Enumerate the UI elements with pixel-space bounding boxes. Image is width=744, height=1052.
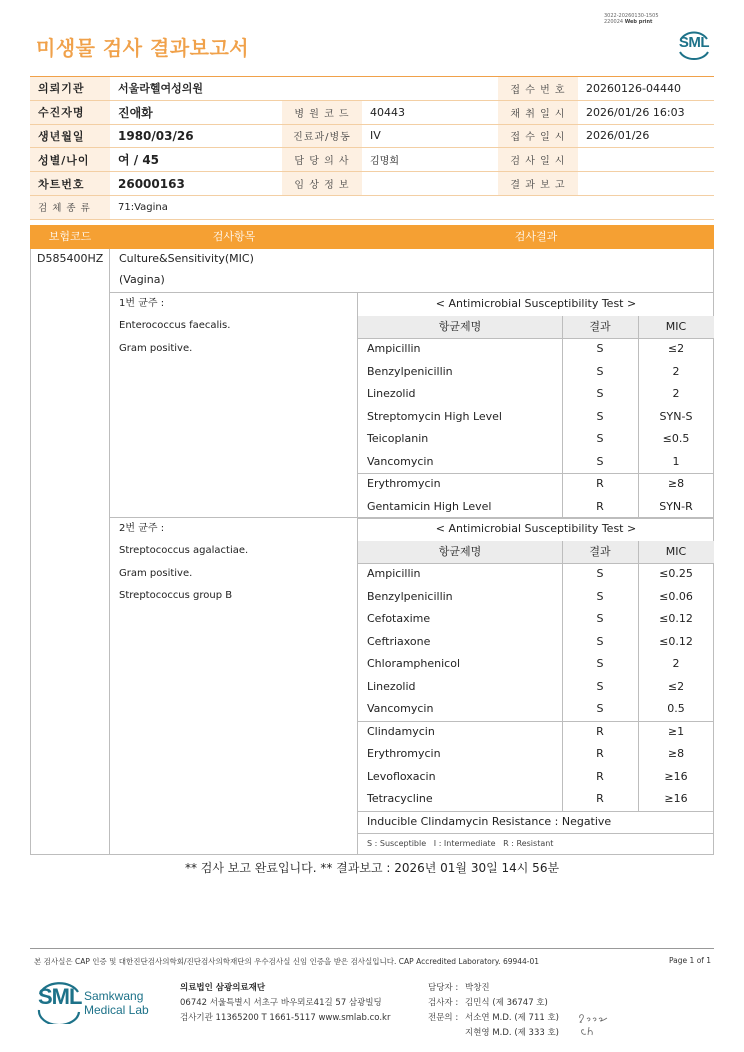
susceptibility-result: R — [596, 769, 604, 783]
birth-date: 1980/03/26 — [110, 124, 282, 148]
antibiotic-name: Linezolid — [367, 387, 416, 400]
header-test-result: 검사결과 — [514, 230, 558, 243]
antibiotic-name: Linezolid — [367, 679, 416, 693]
chart-number: 26000163 — [110, 172, 282, 196]
info-label: 접 수 번 호 — [498, 77, 578, 101]
susceptibility-result: S — [596, 432, 604, 445]
staff-role — [428, 1026, 465, 1041]
info-row — [30, 124, 714, 148]
logo-name-line2: Medical Lab — [84, 1003, 149, 1017]
antibiotic-name: Cefotaxime — [367, 612, 431, 625]
antibiotic-name: Vancomycin — [367, 702, 434, 715]
info-label: 채 취 일 시 — [498, 100, 578, 124]
susceptibility-result: S — [596, 634, 604, 648]
ast-column-divider — [638, 541, 639, 811]
susceptibility-result: S — [596, 679, 604, 693]
corporation-address: 06742 서울특별시 서초구 바우뫼로41길 57 삼광빌딩 — [180, 998, 382, 1008]
cap-accreditation-note: 본 검사실은 CAP 인증 및 대한진단검사의학회/진단검사의학재단의 우수검사실 신임 인증을 받은 검사실입니다. CAP Accredited Laboratory. 69944-01 — [34, 957, 540, 966]
test-specimen: (Vagina) — [119, 273, 165, 286]
staff-row — [428, 1011, 559, 1026]
clinical-info — [362, 172, 498, 196]
mic-value: ≤2 — [667, 679, 685, 693]
antibiotic-name: Teicoplanin — [367, 432, 429, 445]
handwritten-signature — [576, 1010, 610, 1038]
ast-col-result: 결과 — [562, 316, 638, 339]
susceptibility-result: S — [596, 589, 604, 603]
sml-logo — [676, 28, 712, 62]
info-label: 접 수 일 시 — [498, 124, 578, 148]
insurance-code: D585400HZ — [37, 252, 104, 265]
info-label: 성별/나이 — [30, 148, 110, 172]
ast-column-divider — [562, 316, 563, 519]
info-row — [30, 148, 714, 172]
susceptibility-result: R — [596, 499, 604, 513]
info-row — [30, 172, 714, 196]
receipt-number: 20260126-04440 — [578, 77, 714, 101]
info-label: 임 상 정 보 — [282, 172, 362, 196]
susceptibility-result: S — [596, 567, 604, 580]
organism2-gram: Gram positive. — [119, 568, 193, 579]
staff-role: 검사자 : — [428, 998, 459, 1008]
antibiotic-name: Benzylpenicillin — [367, 589, 453, 603]
susceptibility-result: S — [596, 454, 604, 468]
mic-value: 2 — [672, 364, 680, 378]
ast-title: < Antimicrobial Susceptibility Test > — [435, 297, 637, 310]
info-label: 진료과/병동 — [282, 124, 362, 148]
result-report — [578, 172, 714, 196]
organism1-heading: 1번 균주 : — [119, 298, 165, 309]
ast-title: < Antimicrobial Susceptibility Test > — [435, 522, 637, 535]
logo-word: SML — [678, 34, 710, 51]
mic-value: ≤0.5 — [662, 432, 690, 445]
mic-value: 0.5 — [667, 702, 685, 715]
inducible-clindamycin-resistance: Inducible Clindamycin Resistance : Negative — [367, 814, 612, 828]
mic-value: ≥16 — [664, 792, 688, 805]
logo-word: SML — [38, 984, 82, 1009]
antibiotic-name: Ampicillin — [367, 567, 421, 580]
ast-column-divider — [562, 541, 563, 811]
patient-info-table — [30, 76, 714, 220]
ast-column-divider — [638, 316, 639, 519]
receipt-datetime: 2026/01/26 — [578, 124, 714, 148]
hospital-code: 40443 — [362, 100, 498, 124]
header-insurance-code: 보험코드 — [48, 230, 92, 243]
organism2-heading: 2번 균주 : — [119, 523, 165, 534]
samkwang-logo — [36, 980, 166, 1024]
susceptibility-result: S — [596, 612, 604, 625]
info-label: 검 체 종 류 — [30, 195, 110, 219]
mic-value: ≥16 — [664, 769, 688, 783]
staff-row — [428, 1026, 559, 1041]
staff-list — [428, 981, 559, 1041]
organism2-group: Streptococcus group B — [119, 590, 233, 601]
info-label: 담 당 의 사 — [282, 148, 362, 172]
susceptibility-result: S — [596, 387, 604, 400]
antibiotic-name: Benzylpenicillin — [367, 364, 453, 378]
corporation-contact: 검사기관 11365200 T 1661-5117 www.smlab.co.kr — [180, 1013, 391, 1023]
ast-col-result: 결과 — [562, 541, 638, 564]
antibiotic-name: Gentamicin High Level — [367, 499, 492, 513]
susceptibility-result: S — [596, 657, 604, 670]
mic-value: ≤0.25 — [659, 567, 693, 580]
susceptibility-result: R — [596, 747, 604, 760]
mic-value: 2 — [672, 387, 680, 400]
mic-value: 1 — [672, 454, 680, 468]
info-row — [30, 100, 714, 124]
info-label: 결 과 보 고 — [498, 172, 578, 196]
ast-col-mic: MIC — [638, 316, 714, 339]
antibiotic-name: Erythromycin — [367, 477, 441, 490]
susceptibility-result: R — [596, 792, 604, 805]
staff-name: 김민식 (제 36747 호) — [465, 998, 548, 1008]
test-datetime — [578, 148, 714, 172]
info-label: 수진자명 — [30, 100, 110, 124]
page-title: 미생물 검사 결과보고서 — [36, 36, 250, 60]
staff-name: 지현영 M.D. (제 333 호) — [465, 1028, 560, 1038]
susceptibility-result: R — [596, 477, 604, 490]
document-id-line1: 3022-20260130-1505 — [604, 13, 659, 19]
mic-value: SYN-R — [659, 499, 693, 513]
ast-col-mic: MIC — [638, 541, 714, 564]
specimen-type: 71:Vagina — [110, 195, 714, 219]
corporation-name: 의료법인 삼광의료재단 — [180, 983, 266, 993]
antibiotic-name: Ampicillin — [367, 342, 421, 355]
ast-col-drug: 항균제명 — [358, 316, 562, 339]
ast-col-drug: 항균제명 — [358, 541, 562, 564]
collection-datetime: 2026/01/26 16:03 — [578, 100, 714, 124]
results-header — [30, 225, 714, 249]
staff-name: 서소연 M.D. (제 711 호) — [465, 1013, 560, 1023]
mic-value: ≥8 — [667, 477, 685, 490]
staff-name: 박창진 — [465, 983, 490, 993]
antibiotic-name: Erythromycin — [367, 747, 441, 760]
result-legend: S : Susceptible I : Intermediate R : Resistant — [367, 839, 554, 848]
antibiotic-name: Clindamycin — [367, 724, 435, 738]
department: IV — [362, 124, 498, 148]
mic-value: ≥8 — [667, 747, 685, 760]
info-label: 차트번호 — [30, 172, 110, 196]
mic-value: 2 — [672, 657, 680, 670]
logo-name-line1: Samkwang — [84, 989, 144, 1003]
susceptibility-result: S — [596, 364, 604, 378]
header-test-item: 검사항목 — [212, 230, 256, 243]
antibiotic-name: Tetracycline — [367, 792, 433, 805]
mic-value: ≤0.06 — [659, 589, 693, 603]
info-row — [30, 77, 714, 101]
info-label: 검 사 일 시 — [498, 148, 578, 172]
info-label: 의뢰기관 — [30, 77, 110, 101]
web-print-label: Web print — [624, 19, 653, 25]
mic-value: SYN-S — [659, 409, 693, 423]
info-label — [282, 77, 362, 101]
report-complete-note: ** 검사 보고 완료입니다. ** 결과보고 : 2026년 01월 30일 14시 56분 — [184, 861, 560, 875]
antibiotic-name: Vancomycin — [367, 454, 434, 468]
staff-role: 담당자 : — [428, 983, 459, 993]
patient-name: 진애화 — [110, 100, 282, 124]
mic-value: ≤0.12 — [659, 634, 693, 648]
info-value — [362, 77, 498, 101]
info-label: 생년월일 — [30, 124, 110, 148]
susceptibility-result: S — [596, 702, 604, 715]
info-label: 병 원 코 드 — [282, 100, 362, 124]
page-number: Page 1 of 1 — [669, 956, 712, 965]
antibiotic-name: Levofloxacin — [367, 769, 436, 783]
sex-age: 여 / 45 — [110, 148, 282, 172]
organism1-name: Enterococcus faecalis. — [119, 320, 231, 331]
susceptibility-result: S — [596, 342, 604, 355]
staff-role: 전문의 : — [428, 1013, 459, 1023]
antibiotic-name: Streptomycin High Level — [367, 409, 502, 423]
info-row — [30, 195, 714, 219]
attending-doctor: 김명희 — [362, 148, 498, 172]
antibiotic-name: Chloramphenicol — [367, 657, 461, 670]
column-divider — [109, 249, 110, 855]
corporation-info — [180, 981, 390, 1026]
organism2-name: Streptococcus agalactiae. — [119, 545, 249, 556]
mic-value: ≤2 — [667, 342, 685, 355]
staff-row — [428, 981, 559, 996]
document-id — [604, 13, 659, 25]
document-id-code: 220024 — [604, 19, 624, 25]
susceptibility-result: R — [596, 724, 604, 738]
susceptibility-result: S — [596, 409, 604, 423]
mic-value: ≤0.12 — [659, 612, 693, 625]
test-name: Culture&Sensitivity(MIC) — [119, 252, 254, 265]
footer-divider — [30, 948, 714, 949]
antibiotic-name: Ceftriaxone — [367, 634, 431, 648]
organism1-gram: Gram positive. — [119, 343, 193, 354]
staff-row — [428, 996, 559, 1011]
mic-value: ≥1 — [667, 724, 685, 738]
requesting-institution: 서울라헬여성의원 — [110, 77, 282, 101]
